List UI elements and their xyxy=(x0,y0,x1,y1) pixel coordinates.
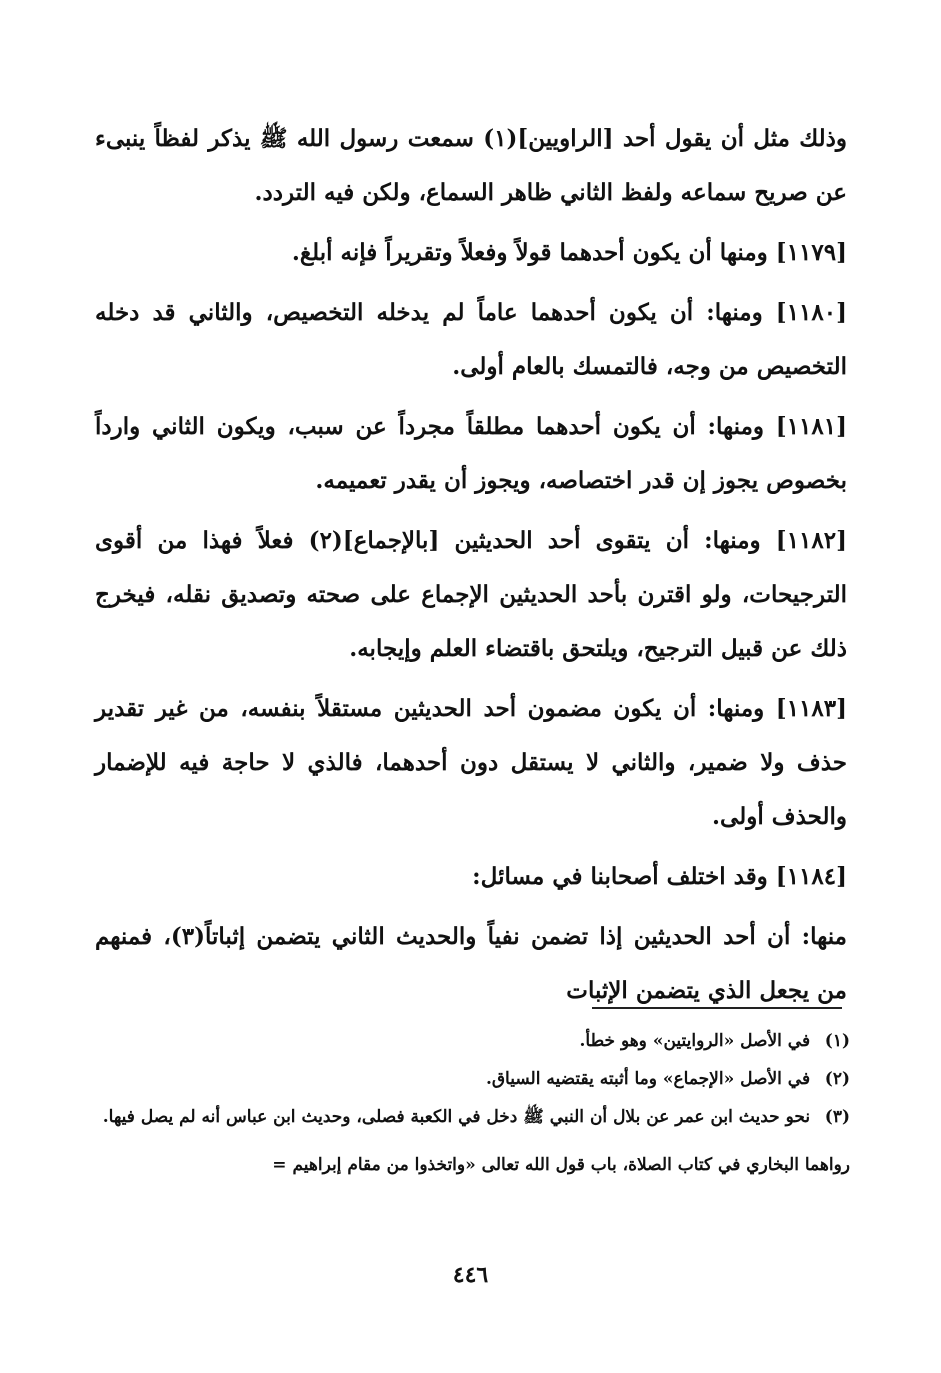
footnote-3 xyxy=(80,1098,850,1136)
paragraph-1184: [١١٨٤] وقد اختلف أصحابنا في مسائل: xyxy=(472,863,847,890)
paragraph-1179: [١١٧٩] ومنها أن يكون أحدهما قولاً وفعلاً وتقريراً فإنه أبلغ. xyxy=(291,239,847,266)
footnote-text: نحو حديث ابن عمر عن بلال أن النبي ﷺ دخل في الكعبة فصلى، وحديث ابن عباس أنه لم يصل فيها. xyxy=(102,1107,811,1127)
paragraph-1183: [١١٨٣] ومنها: أن يكون مضمون أحد الحديثين مستقلاً بنفسه، من غير تقدير حذف ولا ضمير، والثاني لا يستقل دون أحدهما، فالذي لا حاجة فيه للإضمار والحذف أولى. xyxy=(95,695,847,830)
paragraph-1181: [١١٨١] ومنها: أن يكون أحدهما مطلقاً مجرداً عن سبب، ويكون الثاني وارداً بخصوص يجوز إن قدر اختصاصه، ويجوز أن يقدر تعميمه. xyxy=(95,413,847,494)
paragraph-intro: وذلك مثل أن يقول أحد [الراويين](١) سمعت رسول الله ﷺ يذكر لفظاً ينبىء عن صريح سماعه ولفظ الثاني ظاهر السماع، ولكن فيه التردد. xyxy=(95,125,847,206)
footnote-text: في الأصل «الروايتين» وهو خطأ. xyxy=(579,1031,811,1051)
footnote-2 xyxy=(80,1060,850,1098)
footnote-number: (١) xyxy=(824,1031,850,1051)
paragraph-1180: [١١٨٠] ومنها: أن يكون أحدهما عاماً لم يدخله التخصيص، والثاني قد دخله التخصيص من وجه، فالتمسك بالعام أولى. xyxy=(95,299,847,380)
footnote-number: (٣) xyxy=(824,1107,850,1127)
footnote-separator xyxy=(592,1007,842,1009)
footnote-text: في الأصل «الإجماع» وما أثبته يقتضيه السياق. xyxy=(485,1069,811,1089)
page-number: ٤٤٦ xyxy=(452,1262,489,1288)
footnote-continuation: رواهما البخاري في كتاب الصلاة، باب قول الله تعالى «واتخذوا من مقام إبراهيم = xyxy=(272,1155,850,1175)
footnote-number: (٢) xyxy=(824,1069,850,1089)
footnote-1 xyxy=(80,1022,850,1060)
footnotes xyxy=(80,1022,850,1184)
main-text xyxy=(95,112,847,1024)
paragraph-1182: [١١٨٢] ومنها: أن يتقوى أحد الحديثين [بالإجماع](٢) فعلاً فهذا من أقوى الترجيحات، ولو اقترن بأحد الحديثين الإجماع على صحته وتصديق نقله، فيخرج ذلك عن قبيل الترجيح، ويلتحق باقتضاء العلم وإيجابه. xyxy=(95,527,847,662)
paragraph-issues: منها: أن أحد الحديثين إذا تضمن نفياً والحديث الثاني يتضمن إثباتاً(٣)، فمنهم من يجعل الذي يتضمن الإثبات xyxy=(95,923,847,1004)
